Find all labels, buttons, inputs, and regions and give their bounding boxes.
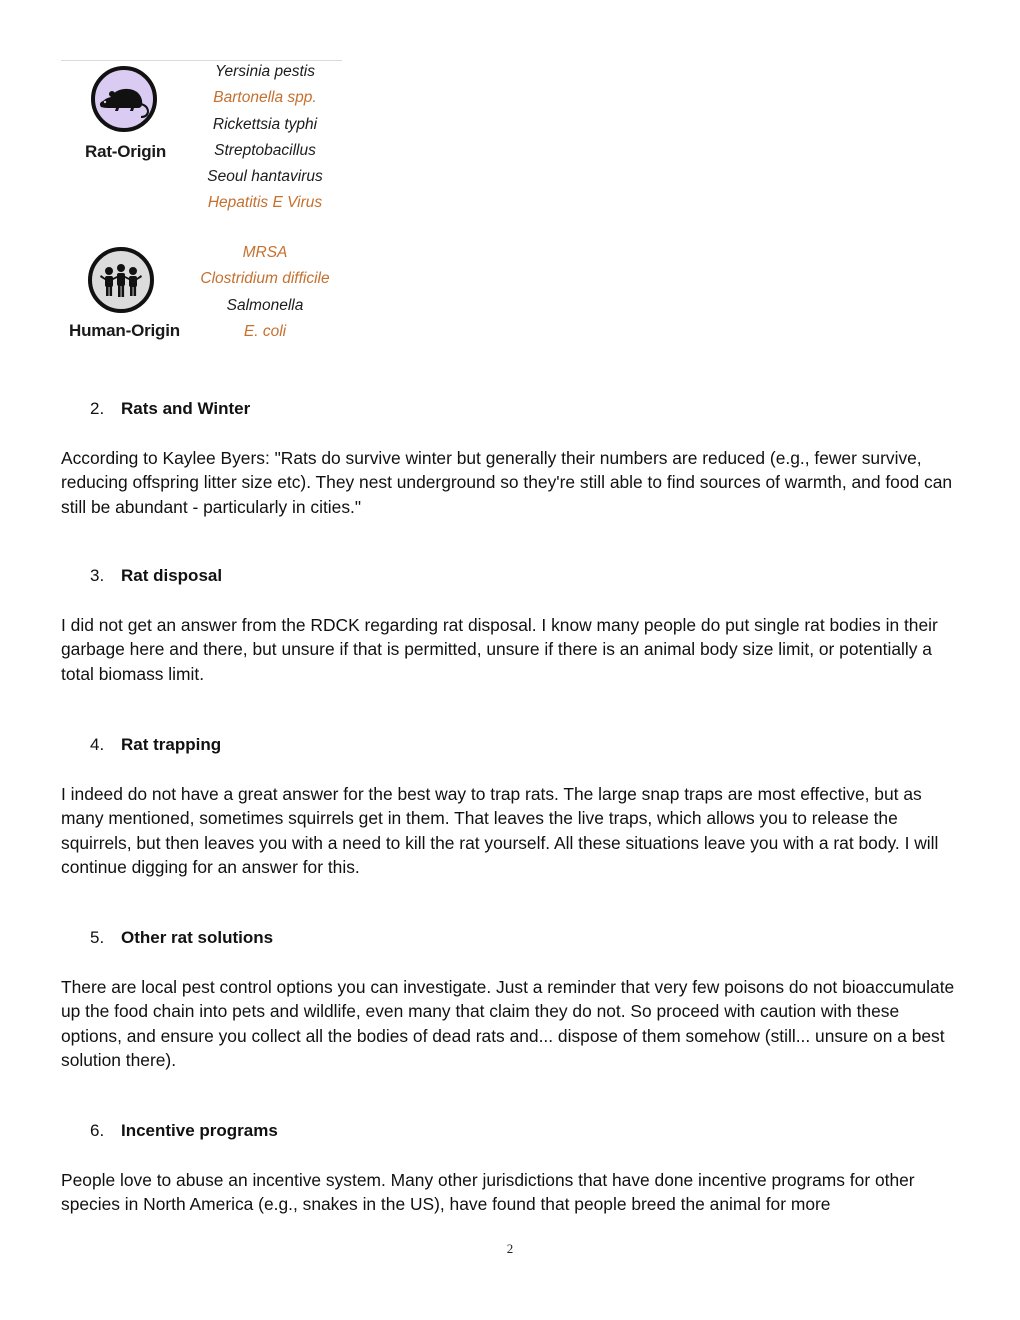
pathogen-item: Clostridium difficile	[200, 270, 330, 288]
section-title: Rat disposal	[121, 566, 223, 585]
page-number: 2	[506, 1241, 514, 1256]
section-heading-other-rat-solutions	[90, 928, 273, 948]
pathogen-origin-figure	[61, 60, 343, 360]
section-number: 6.	[90, 1121, 105, 1140]
section-heading-rat-trapping	[90, 735, 221, 755]
section-body-rat-trapping: I indeed do not have a great answer for the best way to trap rats. The large snap traps are most effective, but as many mentioned, sometimes squirrels get in them. That leaves the live traps, which allows you to release the squirrels, but then leaves you with a need to kill the rat yourself. All these situations leave you with a rat body. I will continue digging for an answer for this.	[61, 784, 939, 877]
section-heading-incentive-programs	[90, 1121, 278, 1141]
section-number: 5.	[90, 928, 105, 947]
pathogen-item: MRSA	[242, 244, 288, 261]
section-number: 3.	[90, 566, 105, 585]
section-title: Other rat solutions	[121, 928, 274, 947]
section-number: 4.	[90, 735, 105, 754]
human-pathogen-list	[185, 240, 345, 345]
section-title: Incentive programs	[121, 1121, 278, 1140]
section-body-incentive-programs: People love to abuse an incentive system. Many other jurisdictions that have done incentive programs for other species in North America (e.g., snakes in the US), have found that people breed the animal for more	[61, 1170, 915, 1215]
section-heading-rats-and-winter	[90, 399, 250, 419]
pathogen-item: Streptobacillus	[214, 141, 316, 159]
pathogen-item: E. coli	[243, 322, 287, 340]
section-number: 2.	[90, 399, 105, 418]
pathogen-item: Yersinia pestis	[215, 63, 315, 80]
section-body-rat-disposal: I did not get an answer from the RDCK regarding rat disposal. I know many people do put single rat bodies in their garbage here and there, but unsure if that is permitted, unsure if there is an animal body size limit, or potentially a total biomass limit.	[61, 615, 938, 684]
section-body-other-rat-solutions: There are local pest control options you can investigate. Just a reminder that very few poisons do not bioaccumulate up the food chain into pets and wildlife, even many that claim they do not. So proceed with caution with these options, and ensure you collect all the bodies of dead rats and... dispose of them somehow (still... unsure on a best solution there).	[61, 977, 955, 1070]
rat-icon	[91, 66, 157, 132]
pathogen-item: Rickettsia typhi	[212, 115, 318, 133]
pathogen-item: Salmonella	[226, 296, 304, 314]
section-heading-rat-disposal	[90, 566, 222, 586]
human-origin-label: Human-Origin	[69, 321, 180, 340]
rat-origin-label: Rat-Origin	[85, 142, 167, 161]
section-title: Rats and Winter	[121, 399, 251, 418]
people-icon	[88, 247, 154, 313]
pathogen-item: Seoul hantavirus	[207, 168, 323, 186]
pathogen-item: Hepatitis E Virus	[207, 194, 323, 212]
rat-pathogen-list	[185, 59, 345, 217]
pathogen-item: Bartonella spp.	[213, 89, 317, 107]
section-body-rats-and-winter: According to Kaylee Byers: "Rats do survive winter but generally their numbers are reduced (e.g., fewer survive, reducing offspring litter size etc). They nest underground so they're still able to find sources of warmth, and food can still be abundant - particularly in cities."	[61, 448, 953, 517]
section-title: Rat trapping	[121, 735, 222, 754]
